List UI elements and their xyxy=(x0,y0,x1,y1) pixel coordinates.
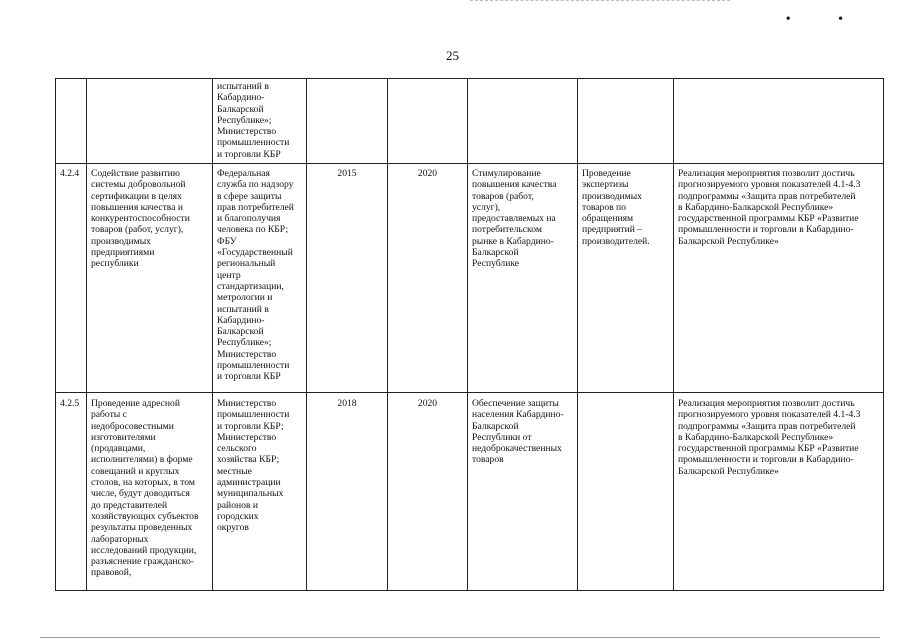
executor-cell: испытаний в Кабардино- Балкарской Республике»; Министерство промышленности и торговли КБР xyxy=(213,79,307,164)
scan-marks: • • xyxy=(785,12,865,27)
end-year-cell xyxy=(388,79,468,164)
measure-name-cell: Проведение адресной работы с недобросовестными изготовителями (продавцами, исполнителями) в форме совещаний и круглых столов, на которых, в том числе, будут доводиться до представителей хозяйствующих субъектов результаты проведенных лабораторных исследований продукции, разъяснение гражданско- правовой, xyxy=(87,393,213,591)
measure-name-cell: Содействие развитию системы добровольной сертификации в целях повышения качества и конкурентоспособности товаров (работ, услуг), производимых предприятиями республики xyxy=(87,164,213,393)
scan-bottom-edge xyxy=(40,637,880,638)
start-year-cell: 2015 xyxy=(307,164,388,393)
measure-number-cell: 4.2.5 xyxy=(56,393,87,591)
table-row xyxy=(56,164,884,393)
direct-result-cell: Обеспечение защиты населения Кабардино- Балкарской Республики от недоброкачественных товаров xyxy=(468,393,578,591)
effect-cell: Реализация мероприятия позволит достичь прогнозируемого уровня показателей 4.1-4.3 подпрограммы «Защита прав потребителей в Кабардино-Балкарской Республике» государственной программы КБР «Развитие промышленности и торговли в Кабардино- Балкарской Республике» xyxy=(674,393,884,591)
program-measures-table xyxy=(55,78,884,591)
measure-name-cell xyxy=(87,79,213,164)
direct-result-cell: Стимулирование повышения качества товаров (работ, услуг), предоставляемых на потребительском рынке в Кабардино- Балкарской Республике xyxy=(468,164,578,393)
executor-cell: Федеральная служба по надзору в сфере защиты прав потребителей и благополучия человека по КБР; ФБУ «Государственный региональный центр стандартизации, метрологии и испытаний в Кабардино- Балкарской Республике»; Министерство промышленности и торговли КБР xyxy=(213,164,307,393)
start-year-cell: 2018 xyxy=(307,393,388,591)
end-year-cell: 2020 xyxy=(388,164,468,393)
content-cell xyxy=(578,393,674,591)
effect-cell xyxy=(674,79,884,164)
effect-cell: Реализация мероприятия позволит достичь прогнозируемого уровня показателей 4.1-4.3 подпрограммы «Защита прав потребителей в Кабардино-Балкарской Республике» государственной программы КБР «Развитие промышленности и торговли в Кабардино- Балкарской Республике» xyxy=(674,164,884,393)
table-row xyxy=(56,393,884,591)
direct-result-cell xyxy=(468,79,578,164)
start-year-cell xyxy=(307,79,388,164)
measure-number-cell xyxy=(56,79,87,164)
content-cell xyxy=(578,79,674,164)
end-year-cell: 2020 xyxy=(388,393,468,591)
table-row xyxy=(56,79,884,164)
page-number: 25 xyxy=(446,48,459,63)
scan-edge-line xyxy=(470,0,730,2)
executor-cell: Министерство промышленности и торговли КБР; Министерство сельского хозяйства КБР; местные администрации муниципальных районов и городских округов xyxy=(213,393,307,591)
content-cell: Проведение экспертизы производимых товаров по обращениям предприятий – производителей. xyxy=(578,164,674,393)
measure-number-cell: 4.2.4 xyxy=(56,164,87,393)
